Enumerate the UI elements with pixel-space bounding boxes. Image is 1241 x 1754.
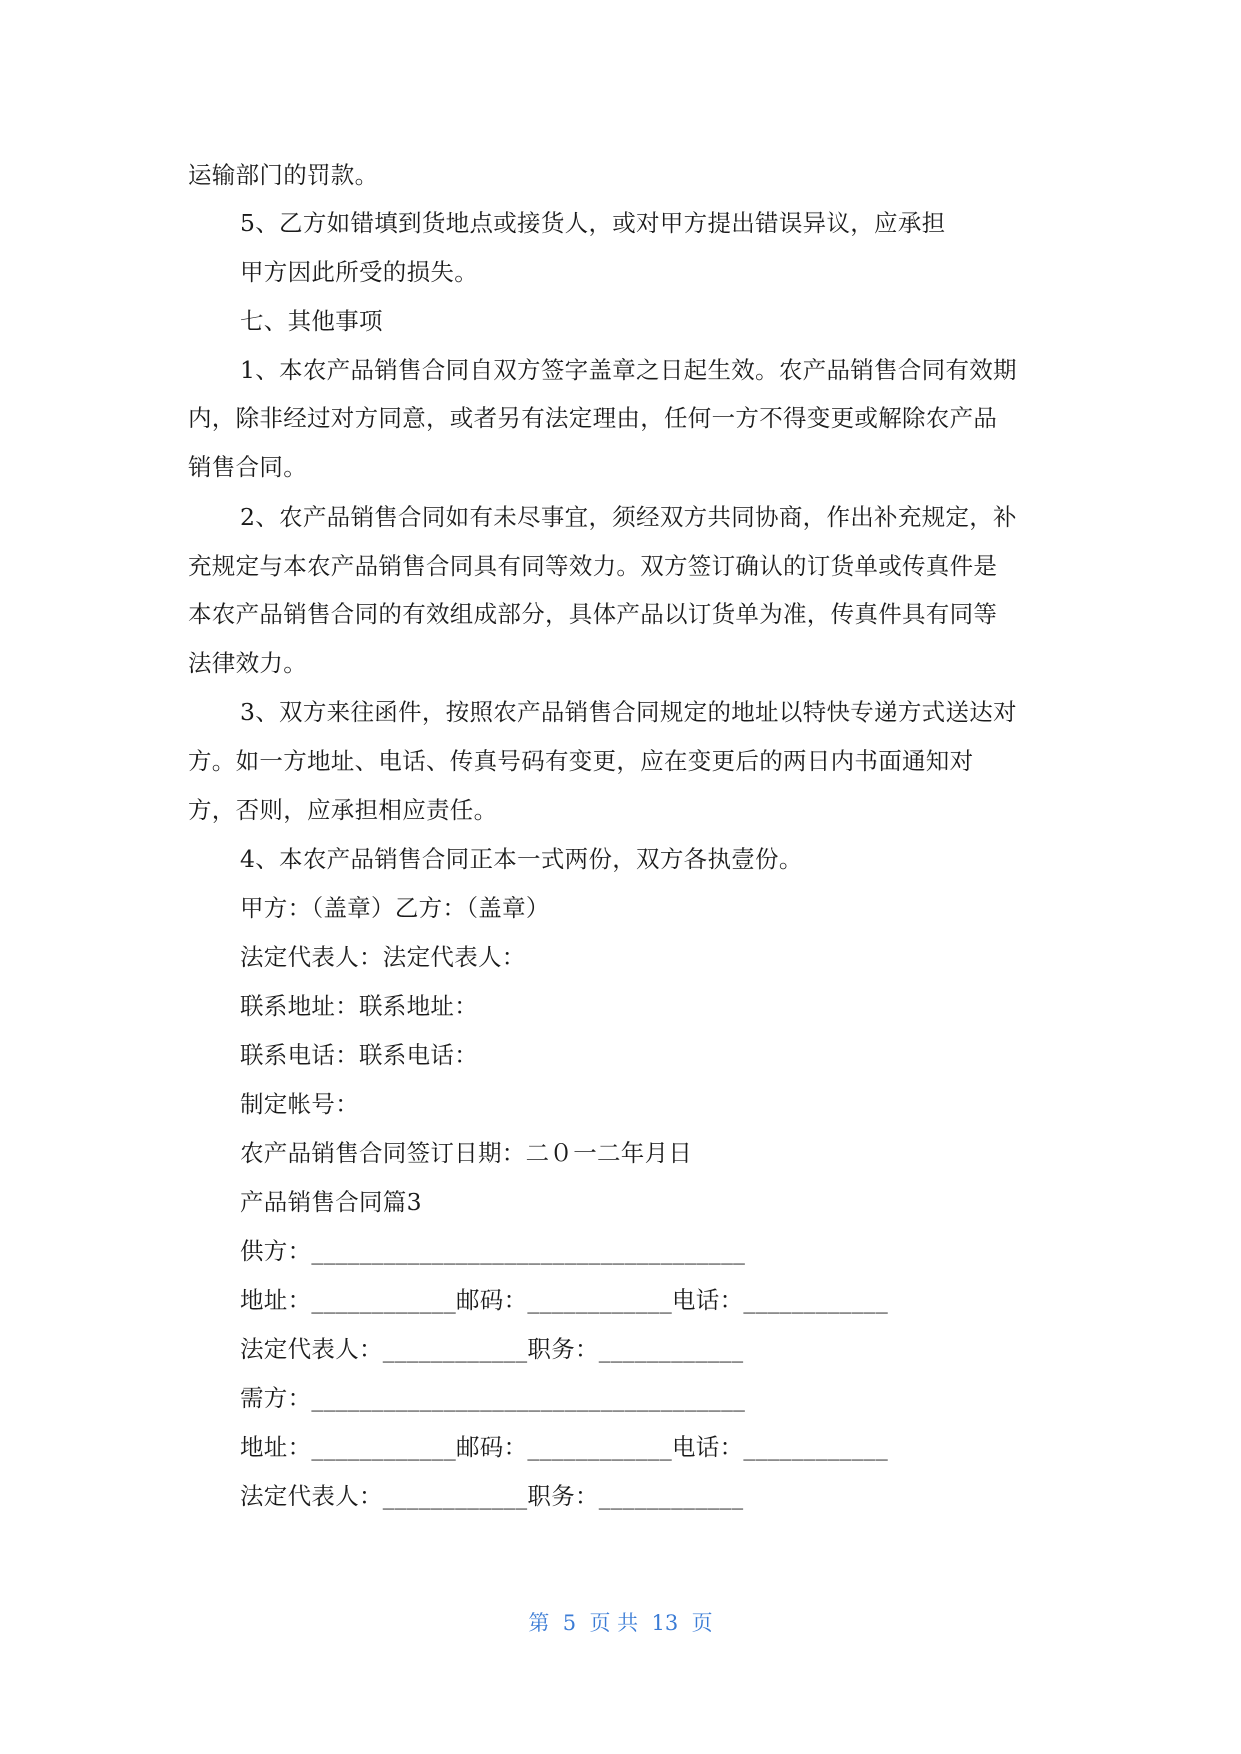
text-line: 运输部门的罚款。 <box>188 161 379 189</box>
text-line: 方，否则，应承担相应责任。 <box>188 796 498 824</box>
form-field-line: 地址：____________邮码：____________电话：____________ <box>240 1286 888 1314</box>
signature-line: 法定代表人：法定代表人： <box>240 943 526 971</box>
text-line: 4、本农产品销售合同正本一式两份，双方各执壹份。 <box>240 845 803 873</box>
text-line: 5、乙方如错填到货地点或接货人，或对甲方提出错误异议，应承担 <box>240 209 946 237</box>
text-line: 2、农产品销售合同如有未尽事宜，须经双方共同协商，作出补充规定，补 <box>240 503 1017 531</box>
section-title: 产品销售合同篇3 <box>240 1188 422 1216</box>
form-field-line: 供方：____________________________________ <box>240 1237 746 1265</box>
text-line: 甲方因此所受的损失。 <box>240 258 478 286</box>
text-line: 销售合同。 <box>188 453 307 481</box>
signature-line: 联系电话：联系电话： <box>240 1041 478 1069</box>
date-line: 农产品销售合同签订日期：二０一二年月日 <box>240 1139 693 1167</box>
form-field-line: 需方：____________________________________ <box>240 1384 746 1412</box>
form-field-line: 地址：____________邮码：____________电话：____________ <box>240 1433 888 1461</box>
text-line: 内，除非经过对方同意，或者另有法定理由，任何一方不得变更或解除农产品 <box>188 404 998 432</box>
text-line: 方。如一方地址、电话、传真号码有变更，应在变更后的两日内书面通知对 <box>188 747 974 775</box>
text-line: 本农产品销售合同的有效组成部分，具体产品以订货单为准，传真件具有同等 <box>188 600 998 628</box>
section-heading: 七、其他事项 <box>240 307 383 335</box>
form-field-line: 法定代表人：____________职务：____________ <box>240 1482 744 1510</box>
signature-line: 联系地址：联系地址： <box>240 992 478 1020</box>
text-line: 3、双方来往函件，按照农产品销售合同规定的地址以特快专递方式送达对 <box>240 698 1017 726</box>
signature-line: 制定帐号： <box>240 1090 359 1118</box>
text-line: 1、本农产品销售合同自双方签字盖章之日起生效。农产品销售合同有效期 <box>240 356 1017 384</box>
page-footer: 第 5 页 共 13 页 <box>528 1611 713 1635</box>
form-field-line: 法定代表人：____________职务：____________ <box>240 1335 744 1363</box>
signature-line: 甲方：（盖章）乙方：（盖章） <box>240 894 550 922</box>
text-line: 法律效力。 <box>188 649 307 677</box>
text-line: 充规定与本农产品销售合同具有同等效力。双方签订确认的订货单或传真件是 <box>188 552 998 580</box>
